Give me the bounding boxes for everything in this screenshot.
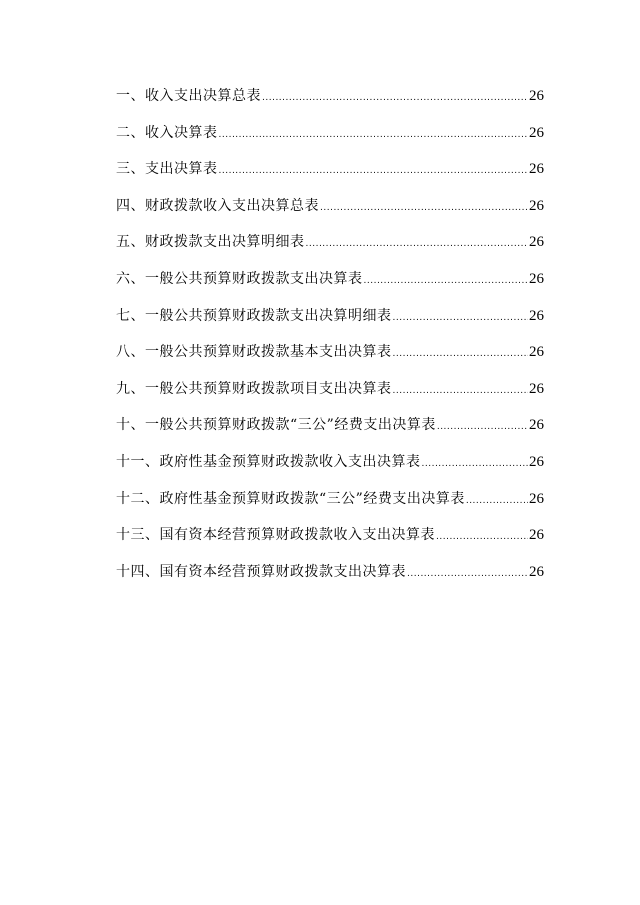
toc-entry-page: 26 [529,490,544,507]
toc-entry-page: 26 [529,88,544,104]
toc-dot-leader [219,125,529,145]
toc-entry-title: 五、财政拨款支出决算明细表 [116,234,305,251]
toc-dot-leader [437,417,528,437]
toc-entry[interactable] [116,86,544,123]
toc-entry[interactable] [116,415,544,452]
toc-entry[interactable] [116,452,544,489]
toc-entry-page: 26 [529,307,544,324]
toc-entry-title: 九、一般公共预算财政拨款项目支出决算表 [116,380,392,397]
toc-entry-page: 26 [529,563,544,580]
toc-entry-page: 26 [529,453,544,470]
toc-dot-leader [436,527,528,547]
toc-entry[interactable] [116,123,544,160]
toc-dot-leader [407,564,528,584]
toc-dot-leader [466,491,528,511]
toc-entry[interactable] [116,379,544,416]
toc-entry[interactable] [116,525,544,562]
toc-entry-title: 十四、国有资本经营预算财政拨款支出决算表 [116,563,406,580]
toc-entry-title: 一、收入支出决算总表 [116,88,261,104]
toc-dot-leader [262,88,528,108]
toc-dot-leader [422,454,529,474]
toc-entry[interactable] [116,306,544,343]
toc-entry-page: 26 [529,344,544,361]
toc-entry-title: 三、支出决算表 [116,161,218,178]
toc-entry-title: 十三、国有资本经营预算财政拨款收入支出决算表 [116,527,435,544]
toc-entry-page: 26 [529,380,544,397]
toc-dot-leader [393,308,529,328]
toc-dot-leader [393,344,529,364]
toc-entry[interactable] [116,562,544,599]
toc-dot-leader [364,271,529,291]
toc-entry[interactable] [116,269,544,306]
toc-entry-page: 26 [529,417,544,434]
table-of-contents [116,86,544,598]
toc-entry-title: 四、财政拨款收入支出决算总表 [116,197,319,214]
toc-entry-title: 十一、政府性基金预算财政拨款收入支出决算表 [116,453,421,470]
toc-entry-title: 十、一般公共预算财政拨款“三公”经费支出决算表 [116,417,436,434]
toc-entry-page: 26 [529,527,544,544]
toc-entry-title: 六、一般公共预算财政拨款支出决算表 [116,270,363,287]
toc-entry[interactable] [116,342,544,379]
toc-entry-title: 八、一般公共预算财政拨款基本支出决算表 [116,344,392,361]
toc-entry[interactable] [116,196,544,233]
toc-entry-title: 二、收入决算表 [116,124,218,141]
toc-dot-leader [393,381,529,401]
toc-entry[interactable] [116,489,544,526]
toc-entry-page: 26 [529,197,544,214]
toc-dot-leader [320,198,528,218]
toc-entry[interactable] [116,159,544,196]
toc-entry-page: 26 [529,234,544,251]
toc-entry[interactable] [116,232,544,269]
toc-entry-page: 26 [529,124,544,141]
toc-entry-page: 26 [529,161,544,178]
toc-entry-title: 十二、政府性基金预算财政拨款“三公”经费支出决算表 [116,490,465,507]
toc-dot-leader [306,234,529,254]
toc-entry-title: 七、一般公共预算财政拨款支出决算明细表 [116,307,392,324]
toc-dot-leader [219,161,529,181]
toc-entry-page: 26 [529,270,544,287]
